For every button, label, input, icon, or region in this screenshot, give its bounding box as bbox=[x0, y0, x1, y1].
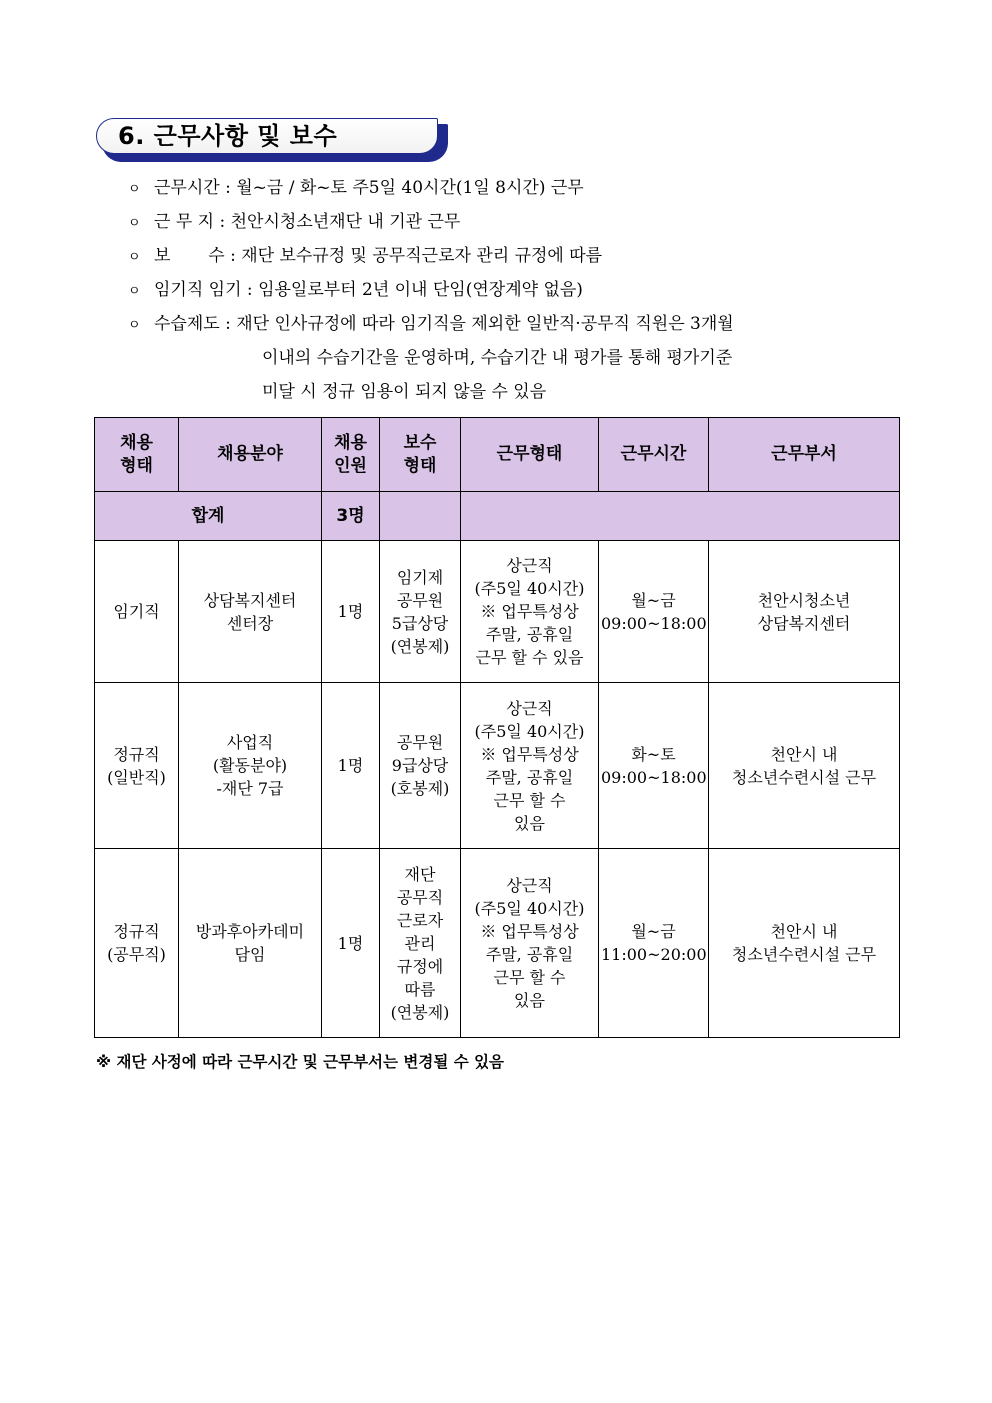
cell-form: 상근직 (주5일 40시간) ※ 업무특성상 주말, 공휴일 근무 할 수 있음 bbox=[461, 541, 599, 683]
cell-hours: 월~금 11:00~20:00 bbox=[599, 849, 709, 1038]
bullet-work-hours: ㅇ 근무시간 : 월~금 / 화~토 주5일 40시간(1일 8시간) 근무 bbox=[128, 178, 584, 198]
probation-continued-line: 미달 시 정규 임용이 되지 않을 수 있음 bbox=[262, 382, 547, 402]
cell-dept: 천안시 내 청소년수련시설 근무 bbox=[709, 683, 900, 849]
header-hours: 근무시간 bbox=[599, 418, 709, 492]
bullet-text: 월~금 / 화~토 주5일 40시간(1일 8시간) 근무 bbox=[236, 178, 584, 198]
recruitment-table bbox=[94, 417, 900, 1038]
bullet-work-place: ㅇ 근 무 지 : 천안시청소년재단 내 기관 근무 bbox=[128, 212, 461, 232]
cell-hours: 화~토 09:00~18:00 bbox=[599, 683, 709, 849]
total-label: 합계 bbox=[95, 492, 322, 541]
header-field: 채용분야 bbox=[179, 418, 322, 492]
probation-continued-line: 이내의 수습기간을 운영하며, 수습기간 내 평가를 통해 평가기준 bbox=[262, 348, 733, 368]
bullet-term: ㅇ 임기직 임기 : 임용일로부터 2년 이내 단임(연장계약 없음) bbox=[128, 280, 583, 300]
bullet-mark: ㅇ bbox=[128, 284, 141, 299]
bullet-mark: ㅇ bbox=[128, 318, 141, 333]
header-pay: 보수 형태 bbox=[380, 418, 461, 492]
bullet-text: 재단 인사규정에 따라 임기직을 제외한 일반직·공무직 직원은 3개월 bbox=[236, 314, 734, 334]
total-row bbox=[95, 492, 900, 541]
cell-form: 상근직 (주5일 40시간) ※ 업무특성상 주말, 공휴일 근무 할 수 있음 bbox=[461, 683, 599, 849]
cell-hours: 월~금 09:00~18:00 bbox=[599, 541, 709, 683]
cell-dept: 천안시청소년 상담복지센터 bbox=[709, 541, 900, 683]
bullet-mark: ㅇ bbox=[128, 216, 141, 231]
header-form: 근무형태 bbox=[461, 418, 599, 492]
bullet-label: 수습제도 bbox=[154, 314, 220, 334]
table-header-row bbox=[95, 418, 900, 492]
bullet-text: 재단 보수규정 및 공무직근로자 관리 규정에 따름 bbox=[241, 246, 603, 266]
total-empty-cell bbox=[380, 492, 461, 541]
bullet-mark: ㅇ bbox=[128, 182, 141, 197]
bullet-label: 근 무 지 bbox=[154, 212, 215, 232]
bullet-label: 근무시간 bbox=[154, 178, 220, 198]
bullet-text: 임용일로부터 2년 이내 단임(연장계약 없음) bbox=[258, 280, 583, 300]
table-row bbox=[95, 683, 900, 849]
total-count: 3명 bbox=[322, 492, 380, 541]
cell-field: 사업직 (활동분야) -재단 7급 bbox=[179, 683, 322, 849]
table-row bbox=[95, 541, 900, 683]
bullet-label: 보 수 bbox=[154, 246, 225, 266]
header-type: 채용 형태 bbox=[95, 418, 179, 492]
bullet-probation: ㅇ 수습제도 : 재단 인사규정에 따라 임기직을 제외한 일반직·공무직 직원은 3개월 bbox=[128, 314, 734, 334]
cell-pay: 공무원 9급상당 (호봉제) bbox=[380, 683, 461, 849]
cell-type: 임기직 bbox=[95, 541, 179, 683]
cell-type: 정규직 (일반직) bbox=[95, 683, 179, 849]
header-dept: 근무부서 bbox=[709, 418, 900, 492]
cell-field: 상담복지센터 센터장 bbox=[179, 541, 322, 683]
cell-count: 1명 bbox=[322, 541, 380, 683]
cell-pay: 임기제 공무원 5급상당 (연봉제) bbox=[380, 541, 461, 683]
section-title-banner bbox=[96, 118, 448, 162]
cell-form: 상근직 (주5일 40시간) ※ 업무특성상 주말, 공휴일 근무 할 수 있음 bbox=[461, 849, 599, 1038]
bullet-text: 천안시청소년재단 내 기관 근무 bbox=[230, 212, 461, 232]
cell-count: 1명 bbox=[322, 683, 380, 849]
bullet-pay: ㅇ 보 수 : 재단 보수규정 및 공무직근로자 관리 규정에 따름 bbox=[128, 246, 603, 266]
cell-count: 1명 bbox=[322, 849, 380, 1038]
table-row bbox=[95, 849, 900, 1038]
footnote: ※ 재단 사정에 따라 근무시간 및 근무부서는 변경될 수 있음 bbox=[96, 1053, 505, 1071]
cell-dept: 천안시 내 청소년수련시설 근무 bbox=[709, 849, 900, 1038]
cell-type: 정규직 (공무직) bbox=[95, 849, 179, 1038]
section-title: 6. 근무사항 및 보수 bbox=[118, 122, 338, 150]
bullet-label: 임기직 임기 bbox=[154, 280, 242, 300]
total-empty-cell bbox=[461, 492, 900, 541]
header-count: 채용 인원 bbox=[322, 418, 380, 492]
cell-pay: 재단 공무직 근로자 관리 규정에 따름 (연봉제) bbox=[380, 849, 461, 1038]
bullet-mark: ㅇ bbox=[128, 250, 141, 265]
cell-field: 방과후아카데미 담임 bbox=[179, 849, 322, 1038]
